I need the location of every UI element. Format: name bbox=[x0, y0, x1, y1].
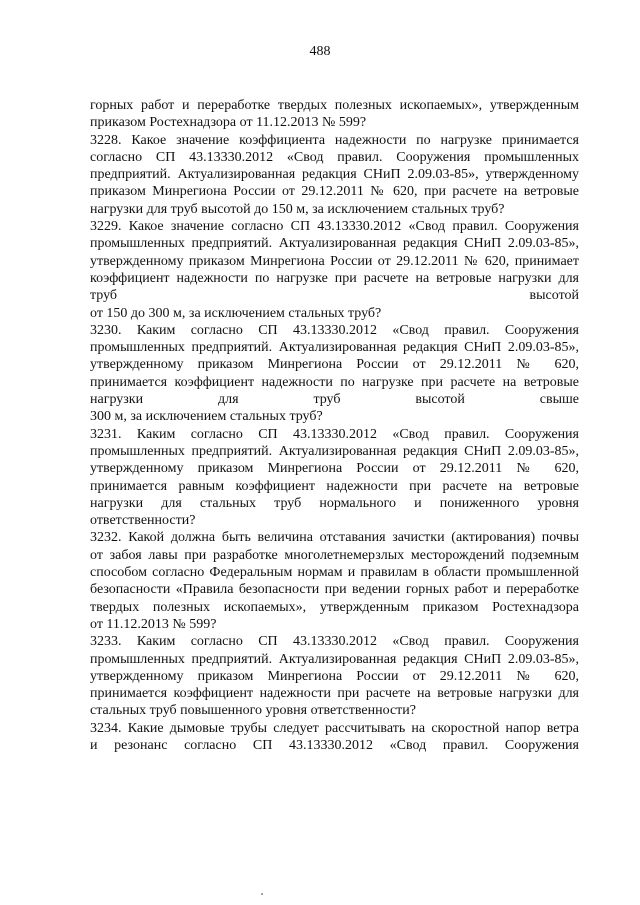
text-line: и резонанс согласно СП 43.13330.2012 «Свод правил. Сооружения bbox=[90, 737, 579, 753]
text-line: приказом Ростехнадзора от 11.12.2013 № 599? bbox=[90, 115, 367, 131]
text-line: горных работ и переработке твердых полезных ископаемых», утвержденным bbox=[90, 98, 579, 113]
text-line: утвержденному приказом Минрегиона России от 29.12.2011 № 620, принимает bbox=[90, 253, 579, 269]
text-line: 3233. Каким согласно СП 43.13330.2012 «Свод правил. Сооружения bbox=[90, 634, 579, 650]
text-line: 300 м, за исключением стальных труб? bbox=[90, 409, 323, 425]
text-line: принимается коэффициент надежности при расчете на ветровые нагрузки для bbox=[90, 686, 579, 702]
text-line: твердых полезных ископаемых», утвержденным приказом Ростехнадзора bbox=[90, 599, 579, 615]
text-line: 3231. Каким согласно СП 43.13330.2012 «Свод правил. Сооружения bbox=[90, 426, 579, 442]
text-line: 3234. Какие дымовые трубы следует рассчитывать на скоростной напор ветра bbox=[90, 720, 579, 736]
text-line: нагрузки для труб высотой свыше bbox=[90, 392, 579, 408]
text-line: промышленных предприятий. Актуализированная редакция СНиП 2.09.03-85», bbox=[90, 651, 579, 667]
page-body-text bbox=[90, 97, 579, 754]
text-line: промышленных предприятий. Актуализированная редакция СНиП 2.09.03-85», bbox=[90, 443, 579, 459]
text-line: труб высотой bbox=[90, 288, 579, 304]
text-line: принимается коэффициент надежности по нагрузке при расчете на ветровые bbox=[90, 374, 579, 390]
text-line: 3229. Какое значение согласно СП 43.13330.2012 «Свод правил. Сооружения bbox=[90, 219, 579, 235]
text-line: согласно СП 43.13330.2012 «Свод правил. Сооружения промышленных bbox=[90, 149, 579, 165]
text-line: от 150 до 300 м, за исключением стальных труб? bbox=[90, 305, 382, 321]
text-line: промышленных предприятий. Актуализированная редакция СНиП 2.09.03-85», bbox=[90, 340, 579, 356]
text-line: утвержденному приказом Минрегиона России от 29.12.2011 № 620, bbox=[90, 461, 579, 477]
scan-artifact bbox=[261, 893, 263, 895]
text-line: от 11.12.2013 № 599? bbox=[90, 616, 217, 632]
text-line: нагрузки для стальных труб нормального и пониженного уровня bbox=[90, 495, 579, 511]
page-number: 488 bbox=[309, 44, 331, 59]
text-line: принимается равным коэффициент надежности при расчете на ветровые bbox=[90, 478, 579, 494]
text-line: ответственности? bbox=[90, 513, 196, 529]
text-line: стальных труб повышенного уровня ответственности? bbox=[90, 703, 416, 719]
text-line: безопасности «Правила безопасности при ведении горных работ и переработке bbox=[90, 582, 579, 598]
text-line: утвержденному приказом Минрегиона России от 29.12.2011 № 620, bbox=[90, 668, 579, 684]
text-line: способом согласно Федеральным нормам и правилам в области промышленной bbox=[90, 565, 579, 581]
text-line: коэффициент надежности по нагрузке при расчете на ветровые нагрузки для bbox=[90, 270, 579, 286]
text-line: 3230. Каким согласно СП 43.13330.2012 «Свод правил. Сооружения bbox=[90, 322, 579, 338]
text-line: от забоя лавы при разработке многолетнемерзлых месторождений подземным bbox=[90, 547, 579, 563]
text-line: утвержденному приказом Минрегиона России от 29.12.2011 № 620, bbox=[90, 357, 579, 373]
text-line: 3228. Какое значение коэффициента надежности по нагрузке принимается bbox=[90, 132, 579, 148]
text-line: нагрузки для труб высотой до 150 м, за исключением стальных труб? bbox=[90, 201, 505, 217]
text-line: предприятий. Актуализированная редакция СНиП 2.09.03-85», утвержденному bbox=[90, 167, 579, 183]
text-line: промышленных предприятий. Актуализированная редакция СНиП 2.09.03-85», bbox=[90, 236, 579, 252]
text-line: приказом Минрегиона России от 29.12.2011 № 620, при расчете на ветровые bbox=[90, 184, 579, 200]
text-line: 3232. Какой должна быть величина отставания зачистки (актирования) почвы bbox=[90, 530, 579, 546]
